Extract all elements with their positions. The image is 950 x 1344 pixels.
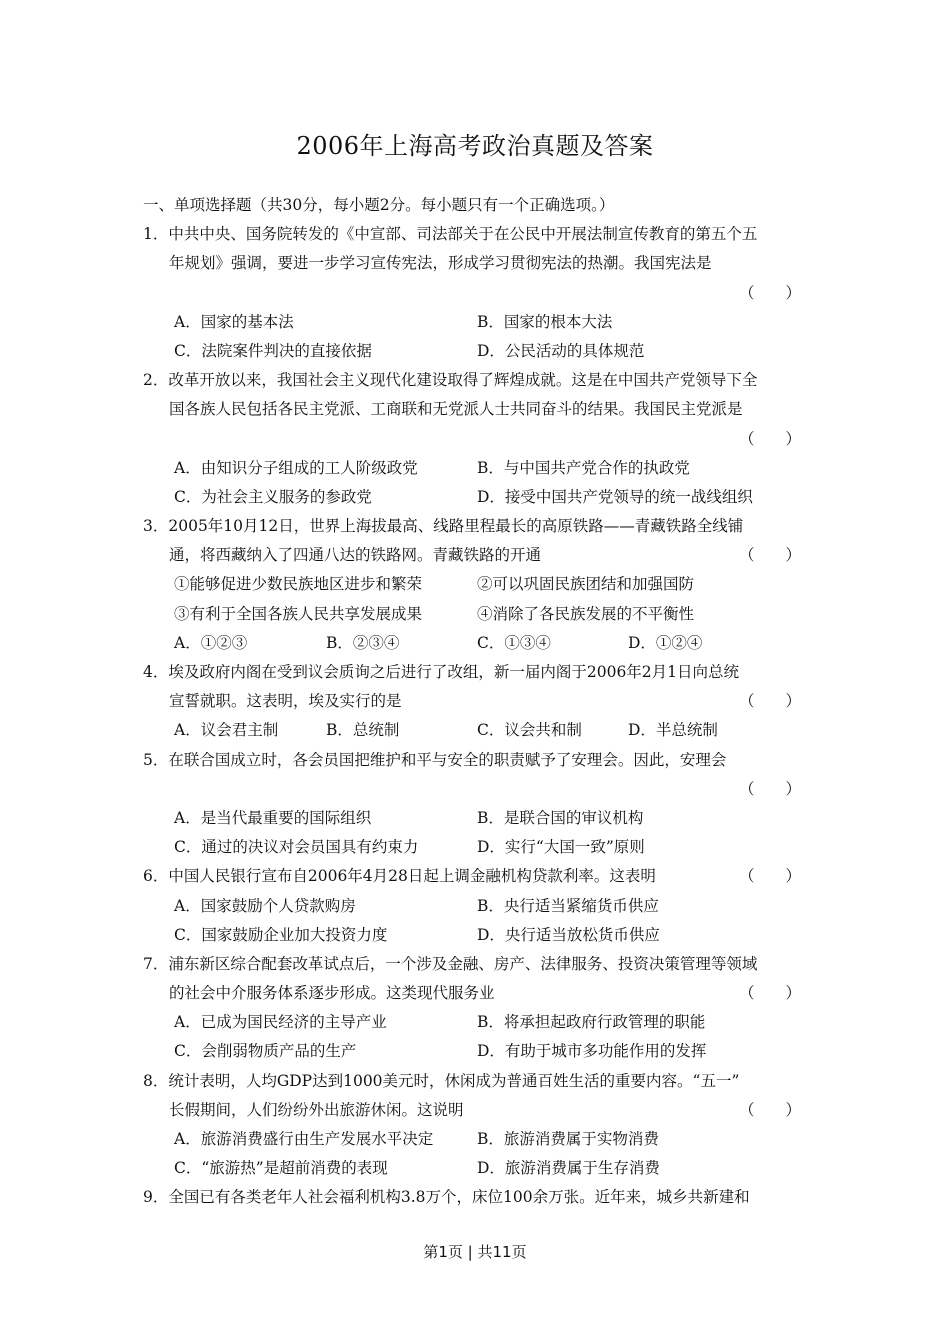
question-stem-line: 1．中共中央、国务院转发的《中宣部、司法部关于在公民中开展法制宣传教育的第五个五 xyxy=(143,225,758,244)
page-title: 2006年上海高考政治真题及答案 xyxy=(296,132,654,160)
option-row xyxy=(143,454,813,483)
question-2 xyxy=(143,366,813,512)
option-c: C．为社会主义服务的参政党 xyxy=(174,487,372,506)
option-d: D．央行适当放松货币供应 xyxy=(477,925,660,944)
statement-row xyxy=(143,570,813,599)
option-row xyxy=(143,1037,813,1066)
option-d: D．公民活动的具体规范 xyxy=(477,341,645,360)
question-stem-line: 5．在联合国成立时，各会员国把维护和平与安全的职责赋予了安理会。因此，安理会 xyxy=(143,750,727,769)
option-row xyxy=(143,1154,813,1183)
option-row xyxy=(143,308,813,337)
option-a: A．议会君主制 xyxy=(174,721,279,740)
page-footer: 第1页 | 共11页 xyxy=(423,1243,527,1261)
answer-paren: （ ） xyxy=(738,283,801,302)
option-b: B．②③④ xyxy=(326,633,400,652)
option-row xyxy=(143,1125,813,1154)
option-row xyxy=(143,1008,813,1037)
option-c: C．议会共和制 xyxy=(477,721,582,740)
question-4 xyxy=(143,658,813,746)
option-c: C．通过的决议对会员国具有约束力 xyxy=(174,838,419,857)
answer-paren: （ ） xyxy=(738,867,801,886)
answer-paren: （ ） xyxy=(738,546,801,565)
answer-paren: （ ） xyxy=(738,779,801,798)
option-c: C．法院案件判决的直接依据 xyxy=(174,341,372,360)
option-c: C．“旅游热”是超前消费的表现 xyxy=(174,1159,388,1178)
question-stem-line: 9．全国已有各类老年人社会福利机构3.8万个，床位100余万张。近年来，城乡共新建和 xyxy=(143,1188,750,1207)
option-a: A．国家鼓励个人贷款购房 xyxy=(174,896,356,915)
option-a: A．已成为国民经济的主导产业 xyxy=(174,1013,387,1032)
answer-paren: （ ） xyxy=(738,1100,801,1119)
question-stem-line: 4．埃及政府内阁在受到议会质询之后进行了改组，新一届内阁于2006年2月1日向总统 xyxy=(143,663,740,681)
question-stem-line xyxy=(143,862,813,891)
option-b: B．旅游消费属于实物消费 xyxy=(477,1130,659,1148)
question-stem-line xyxy=(143,979,813,1008)
option-c: C．会削弱物质产品的生产 xyxy=(174,1042,357,1061)
answer-paren-row xyxy=(143,425,813,454)
question-stem-text: 通，将西藏纳入了四通八达的铁路网。青藏铁路的开通 xyxy=(169,546,542,565)
question-stem-text: 的社会中介服务体系逐步形成。这类现代服务业 xyxy=(169,984,495,1003)
question-9 xyxy=(143,1183,813,1212)
option-b: B．是联合国的审议机构 xyxy=(477,808,644,827)
option-b: B．国家的根本大法 xyxy=(477,312,613,331)
question-stem-line: 7．浦东新区综合配套改革试点后，一个涉及金融、房产、法律服务、投资决策管理等领域 xyxy=(143,954,758,973)
question-3 xyxy=(143,512,813,658)
option-d: D．①②④ xyxy=(628,633,703,652)
option-d: D．旅游消费属于生存消费 xyxy=(477,1159,660,1178)
question-1 xyxy=(143,220,813,366)
option-c: C．国家鼓励企业加大投资力度 xyxy=(174,925,388,944)
option-a: A．由知识分子组成的工人阶级政党 xyxy=(174,458,418,477)
option-b: B．将承担起政府行政管理的职能 xyxy=(477,1013,706,1032)
statement-3: ③有利于全国各族人民共享发展成果 xyxy=(174,604,423,623)
option-row xyxy=(143,833,813,862)
option-row xyxy=(143,483,813,512)
option-a: A．旅游消费盛行由生产发展水平决定 xyxy=(174,1130,434,1148)
statement-2: ②可以巩固民族团结和加强国防 xyxy=(477,575,695,594)
option-row xyxy=(143,804,813,833)
option-b: B．总统制 xyxy=(326,721,400,740)
answer-paren: （ ） xyxy=(738,429,801,448)
statement-row xyxy=(143,600,813,629)
option-a: A．①②③ xyxy=(174,633,248,652)
option-a: A．国家的基本法 xyxy=(174,312,294,331)
option-row xyxy=(143,892,813,921)
option-d: D．有助于城市多功能作用的发挥 xyxy=(477,1042,707,1061)
question-8 xyxy=(143,1067,813,1184)
option-row xyxy=(143,337,813,366)
question-stem-text: 6．中国人民银行宣布自2006年4月28日起上调金融机构贷款利率。这表明 xyxy=(143,867,656,886)
option-a: A．是当代最重要的国际组织 xyxy=(174,808,372,827)
statement-1: ①能够促进少数民族地区进步和繁荣 xyxy=(174,575,423,594)
question-5 xyxy=(143,746,813,863)
answer-paren: （ ） xyxy=(738,692,801,711)
option-d: D．半总统制 xyxy=(628,721,718,740)
option-b: B．央行适当紧缩货币供应 xyxy=(477,896,659,915)
option-b: B．与中国共产党合作的执政党 xyxy=(477,458,690,477)
question-stem-line xyxy=(143,687,813,716)
option-row xyxy=(143,716,813,745)
question-stem-line xyxy=(143,541,813,570)
question-stem-text: 宣誓就职。这表明，埃及实行的是 xyxy=(169,692,402,711)
option-row xyxy=(143,921,813,950)
question-7 xyxy=(143,950,813,1067)
option-row xyxy=(143,629,813,658)
section-heading: 一、单项选择题（共30分，每小题2分。每小题只有一个正确选项。） xyxy=(143,196,615,214)
question-section xyxy=(143,191,813,1213)
answer-paren-row xyxy=(143,279,813,308)
question-stem-line: 2．改革开放以来，我国社会主义现代化建设取得了辉煌成就。这是在中国共产党领导下全 xyxy=(143,371,758,390)
statement-4: ④消除了各民族发展的不平衡性 xyxy=(477,604,695,623)
answer-paren-row xyxy=(143,775,813,804)
answer-paren: （ ） xyxy=(738,984,801,1003)
question-stem-line: 3．2005年10月12日，世界上海拔最高、线路里程最长的高原铁路——青藏铁路全线铺 xyxy=(143,517,744,536)
option-d: D．实行“大国一致”原则 xyxy=(477,838,645,857)
question-stem-text: 长假期间，人们纷纷外出旅游休闲。这说明 xyxy=(169,1100,464,1119)
question-6 xyxy=(143,862,813,950)
question-stem-line xyxy=(143,1096,813,1125)
option-d: D．接受中国共产党领导的统一战线组织 xyxy=(477,487,753,506)
option-c: C．①③④ xyxy=(477,633,551,652)
question-stem-line: 国各族人民包括各民主党派、工商联和无党派人士共同奋斗的结果。我国民主党派是 xyxy=(169,400,743,419)
question-stem-line: 8．统计表明，人均GDP达到1000美元时，休闲成为普通百姓生活的重要内容。“五一” xyxy=(143,1071,740,1090)
question-stem-line: 年规划》强调，要进一步学习宣传宪法，形成学习贯彻宪法的热潮。我国宪法是 xyxy=(169,254,712,273)
